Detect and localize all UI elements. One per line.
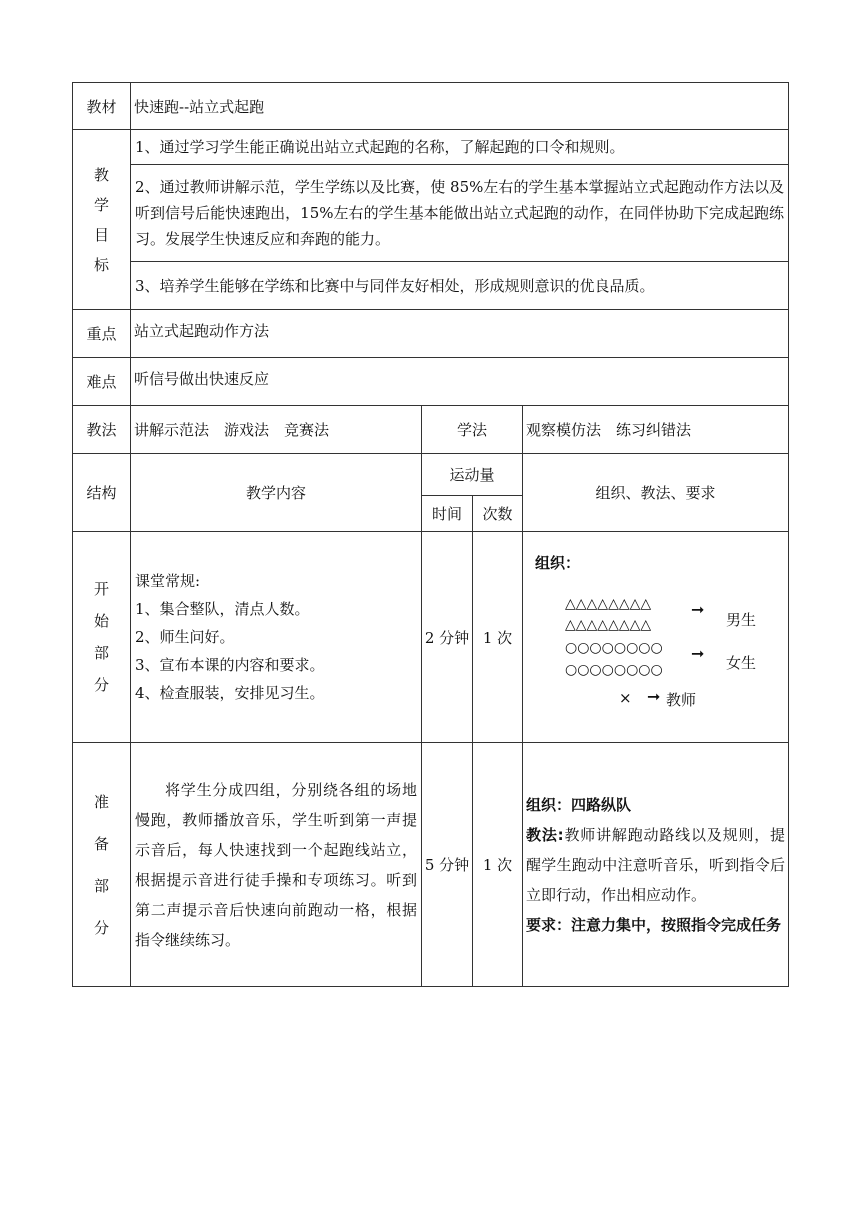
objective-item-1: 1、通过学习学生能正确说出站立式起跑的名称，了解起跑的口令和规则。 <box>131 130 789 165</box>
girls-row-1: ○○○○○○○○ <box>565 640 663 656</box>
girls-arrow-icon: ➞ <box>691 644 705 663</box>
start-item-1: 1、集合整队，清点人数。 <box>135 600 310 618</box>
key-point-value: 站立式起跑动作方法 <box>131 310 789 358</box>
prep-content <box>131 743 422 987</box>
objectives-label: 教 学 目 标 <box>73 130 131 310</box>
teacher-mark-icon: × <box>619 689 632 707</box>
start-row <box>73 532 789 743</box>
learning-label: 学法 <box>422 406 523 454</box>
header-row-1 <box>73 454 789 496</box>
material-row <box>73 83 789 130</box>
objective-row-1 <box>73 130 789 165</box>
start-content <box>131 532 422 743</box>
objective-item-2: 2、通过教师讲解示范，学生学练以及比赛，使 85%左右的学生基本掌握站立式起跑动作方法以及听到信号后能快速跑出，15%左右的学生基本能做出站立式起跑的动作，在同伴协助下完成起跑练习。发展学生快速反应和奔跑的能力。 <box>131 165 789 262</box>
prep-org-title: 组织：四路纵队 <box>526 795 632 814</box>
prep-time: 5 分钟 <box>422 743 473 987</box>
prep-text: 将学生分成四组，分别绕各组的场地慢跑，教师播放音乐，学生听到第一声提示音后，每人快速找到一个起跑线站立，根据提示音进行徒手操和专项练习。听到第二声提示音后快速向前跑动一格，根据指令继续练习。 <box>135 780 417 949</box>
prep-method <box>526 820 785 910</box>
header-time: 时间 <box>422 496 473 532</box>
method-label: 教法 <box>73 406 131 454</box>
boys-arrow-icon: ➞ <box>691 600 705 619</box>
method-value: 讲解示范法 游戏法 竞赛法 <box>131 406 422 454</box>
start-item-3: 3、宣布本课的内容和要求。 <box>135 656 325 674</box>
difficulty-value: 听信号做出快速反应 <box>131 358 789 406</box>
prep-org <box>523 743 789 987</box>
boys-label: 男生 <box>726 611 757 629</box>
header-load: 运动量 <box>422 454 523 496</box>
difficulty-label: 难点 <box>73 358 131 406</box>
material-value: 快速跑--站立式起跑 <box>131 83 789 130</box>
start-time: 2 分钟 <box>422 532 473 743</box>
start-item-4: 4、检查服装，安排见习生。 <box>135 684 325 702</box>
girls-label: 女生 <box>726 654 757 672</box>
key-point-row <box>73 310 789 358</box>
header-count: 次数 <box>473 496 523 532</box>
objective-row-3 <box>73 262 789 310</box>
start-label: 开 始 部 分 <box>73 532 131 743</box>
boys-row-1: △△△△△△△△ <box>565 596 652 612</box>
prep-method-text: 教师讲解跑动路线以及规则，提醒学生跑动中注意听音乐，听到指令后立即行动，作出相应动作。 <box>526 825 786 904</box>
teacher-arrow-icon: ➞ <box>647 687 661 706</box>
learning-value: 观察模仿法 练习纠错法 <box>523 406 789 454</box>
start-count: 1 次 <box>473 532 523 743</box>
prep-requirement: 要求：注意力集中，按照指令完成任务 <box>526 915 782 934</box>
prep-row <box>73 743 789 987</box>
girls-row-2: ○○○○○○○○ <box>565 662 663 678</box>
key-point-label: 重点 <box>73 310 131 358</box>
header-org: 组织、教法、要求 <box>523 454 789 532</box>
prep-count: 1 次 <box>473 743 523 987</box>
header-content: 教学内容 <box>131 454 422 532</box>
difficulty-row <box>73 358 789 406</box>
prep-method-label: 教法: <box>526 825 564 844</box>
start-title: 课堂常规: <box>135 572 201 590</box>
lesson-plan-table <box>72 82 789 987</box>
teacher-label: 教师 <box>666 691 697 709</box>
objective-item-3: 3、培养学生能够在学练和比赛中与同伴友好相处，形成规则意识的优良品质。 <box>131 262 789 310</box>
start-org-title: 组织： <box>535 554 581 572</box>
header-structure: 结构 <box>73 454 131 532</box>
prep-label: 准 备 部 分 <box>73 743 131 987</box>
start-item-2: 2、师生问好。 <box>135 628 235 646</box>
material-label: 教材 <box>73 83 131 130</box>
method-row <box>73 406 789 454</box>
start-org <box>523 532 789 743</box>
boys-row-2: △△△△△△△△ <box>565 617 652 633</box>
objective-row-2 <box>73 165 789 262</box>
